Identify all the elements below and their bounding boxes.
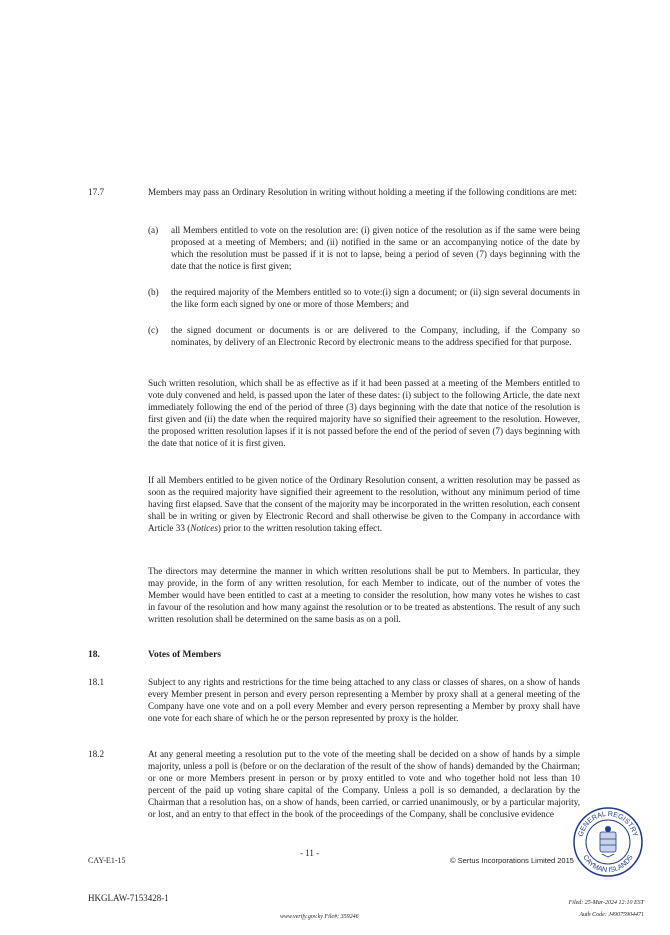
footer-copyright: © Sertus Incorporations Limited 2015 <box>450 856 574 865</box>
item-a-label: (a) <box>148 225 159 235</box>
clause-number-17-7: 17.7 <box>88 187 105 197</box>
paragraph-consent <box>148 474 580 534</box>
paragraph-written-resolution-effect: Such written resolution, which shall be as effective as if it had been passed at a meeting of the Members entitled to vote duly convened and held, is passed upon the later of these dates: (i) subject to the following Article, the date next immediately following the end of the period of three (3) days beginning with the date that notice of the resolution is first given and (ii) the date when the required majority have so signified their agreement to the resolution. However, the proposed written resolution lapses if it is not passed before the end of the period of seven (7) days beginning with the date that notice of it is first given. <box>148 378 580 448</box>
item-a-text: all Members entitled to vote on the resolution are: (i) given notice of the resolution as if the same were being proposed at a meeting of Members; and (ii) notified in the same or an accompanying notice of the date by which the resolution must be passed if it is not to lapse, being a period of seven (7) days beginning with the date that the notice is first given; <box>171 225 580 271</box>
clause-17-7-intro: Members may pass an Ordinary Resolution in writing without holding a meeting if the following conditions are met: <box>148 187 577 197</box>
clause-18-2-text: At any general meeting a resolution put to the vote of the meeting shall be decided on a show of hands by a simple majority, unless a poll is (before or on the declaration of the result of the show of hands) demanded by the Chairman; or one or more Members present in person or by proxy entitled to vote and who together hold not less than 10 percent of the paid up voting share capital of the Company. Unless a poll is so demanded, a declaration by the Chairman that a resolution has, on a show of hands, been carried, or carried unanimously, or by a particular majority, or lost, and an entry to that effect in the book of the proceedings of the Company, shall be conclusive evidence <box>148 749 580 819</box>
item-c-text: the signed document or documents is or are delivered to the Company, including, if the Company so nominates, by delivery of an Electronic Record by electronic means to the address specified for that purpose. <box>171 325 580 347</box>
clause-number-18-1: 18.1 <box>88 677 105 687</box>
crest-mark <box>605 826 611 832</box>
seal-bottom-text: CAYMAN ISLANDS <box>581 854 635 875</box>
section-title-votes-of-members: Votes of Members <box>148 650 221 660</box>
item-b-text: the required majority of the Members entitled so to vote:(i) sign a document; or (ii) sign several documents in the like form each signed by one or more of those Members; and <box>171 287 580 309</box>
page-number: - 11 - <box>300 848 320 858</box>
section-number-18: 18. <box>88 650 100 660</box>
item-c-label: (c) <box>148 325 159 335</box>
paragraph-consent-main: If all Members entitled to be given notice of the Ordinary Resolution consent, a written resolution may be passed as soon as the required majority have signified their agreement to the resolution, without any minimum period of time having first elapsed. Save that the consent of the majority may be incorporated in the written resolution, each consent shall be in writing or given by Electronic Record and shall otherwise be given to the Company in accordance with Article 33 ( <box>148 475 580 533</box>
paragraph-directors-manner: The directors may determine the manner in which written resolutions shall be put to Members. In particular, they may provide, in the form of any written resolution, for each Member to indicate, out of the number of votes the Member would have been entitled to cast at a meeting to consider the resolution, how many votes he wishes to cast in favour of the resolution and how many against the resolution or to be treated as abstentions. The result of any such written resolution shall be determined on the same basis as on a poll. <box>148 566 580 624</box>
item-b-label: (b) <box>148 287 159 297</box>
verify-line: www.verify.gov.ky File#: 359246 <box>280 914 359 920</box>
clause-18-1-text: Subject to any rights and restrictions for the time being attached to any class or classes of shares, on a show of hands every Member present in person and every person representing a Member by proxy shall at a general meeting of the Company have one vote and on a poll every Member and every person representing a Member by proxy shall have one vote for each share of which he or the person represented by proxy is the holder. <box>148 677 580 723</box>
clause-number-18-2: 18.2 <box>88 749 105 759</box>
paragraph-consent-end: ) prior to the written resolution taking effect. <box>217 523 383 533</box>
auth-code: Auth Code: J49075904471 <box>579 912 644 918</box>
notices-reference: Notices <box>190 523 218 533</box>
document-reference: HKGLAW-7153428-1 <box>88 893 169 903</box>
general-registry-seal-icon <box>572 806 644 878</box>
footer-form-code: CAY-E1-15 <box>88 856 126 865</box>
filed-timestamp: Filed: 25-Mar-2024 12:10 EST <box>568 900 644 906</box>
coat-of-arms-shield <box>600 832 616 852</box>
seal-top-text: GENERAL REGISTRY <box>577 810 639 838</box>
